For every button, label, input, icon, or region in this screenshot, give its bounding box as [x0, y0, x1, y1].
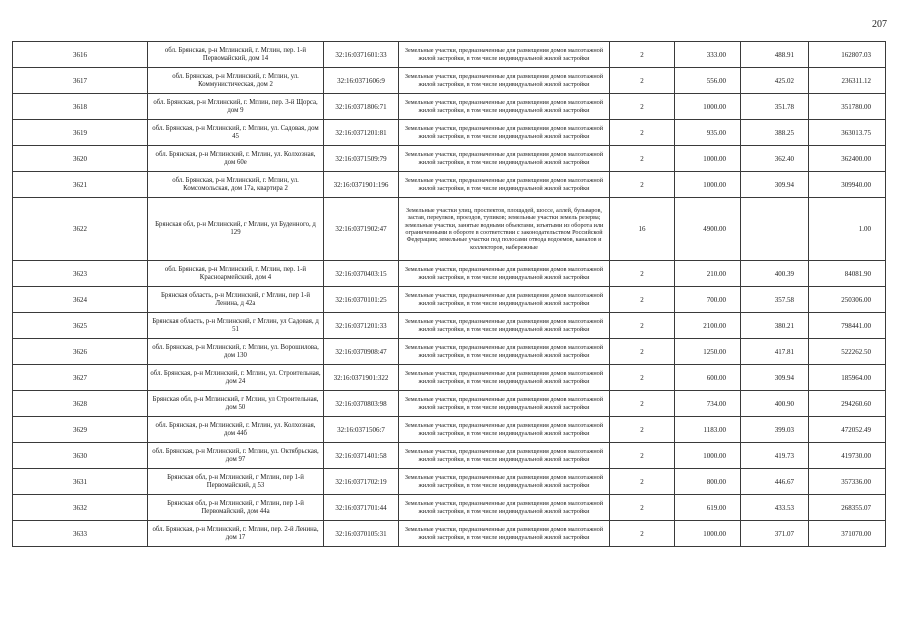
- specific-value-cell: 309.94: [741, 365, 809, 391]
- area-cell: 556.00: [675, 68, 741, 94]
- cadastral-number-cell: 32:16:0371701:44: [324, 495, 399, 521]
- address-cell: обл. Брянская, р-н Мглинский, г. Мглин, ул. Строительная, дом 24: [148, 365, 324, 391]
- area-cell: 619.00: [675, 495, 741, 521]
- specific-value-cell: 362.40: [741, 146, 809, 172]
- area-cell: 1000.00: [675, 172, 741, 198]
- cadastral-number-cell: 32:16:0371201:81: [324, 120, 399, 146]
- area-cell: 734.00: [675, 391, 741, 417]
- land-use-cell: Земельные участки, предназначенные для размещения домов малоэтажной жилой застройки, в том числе индивидуальной жилой застройки: [399, 172, 610, 198]
- row-number: 3626: [13, 339, 148, 365]
- row-number: 3632: [13, 495, 148, 521]
- group-cell: 2: [610, 172, 675, 198]
- cadastral-number-cell: 32:16:0371201:33: [324, 313, 399, 339]
- row-number: 3630: [13, 443, 148, 469]
- cadastral-value-cell: 1.00: [809, 198, 886, 261]
- cadastral-number-cell: 32:16:0370105:31: [324, 521, 399, 547]
- cadastral-number-cell: 32:16:0371601:33: [324, 42, 399, 68]
- cadastral-value-cell: 236311.12: [809, 68, 886, 94]
- area-cell: 210.00: [675, 261, 741, 287]
- row-number: 3633: [13, 521, 148, 547]
- row-number: 3616: [13, 42, 148, 68]
- row-number: 3617: [13, 68, 148, 94]
- cadastral-value-cell: 351780.00: [809, 94, 886, 120]
- row-number: 3628: [13, 391, 148, 417]
- group-cell: 2: [610, 42, 675, 68]
- table-row: [13, 172, 886, 198]
- address-cell: Брянская обл, р-н Мглинский, г Мглин, пер 1-й Первомайский, д 53: [148, 469, 324, 495]
- land-use-cell: Земельные участки, предназначенные для размещения домов малоэтажной жилой застройки, в том числе индивидуальной жилой застройки: [399, 94, 610, 120]
- cadastral-number-cell: 32:16:0371901:322: [324, 365, 399, 391]
- specific-value-cell: 400.90: [741, 391, 809, 417]
- cadastral-value-cell: 309940.00: [809, 172, 886, 198]
- row-number: 3623: [13, 261, 148, 287]
- address-cell: Брянская область, р-н Мглинский, г Мглин, ул Садовая, д 51: [148, 313, 324, 339]
- table-row: [13, 68, 886, 94]
- address-cell: обл. Брянская, р-н Мглинский, г. Мглин, ул. Колхозная, дом 60е: [148, 146, 324, 172]
- area-cell: 700.00: [675, 287, 741, 313]
- area-cell: 1000.00: [675, 443, 741, 469]
- land-use-cell: Земельные участки, предназначенные для размещения домов малоэтажной жилой застройки, в том числе индивидуальной жилой застройки: [399, 469, 610, 495]
- cadastral-number-cell: 32:16:0370803:98: [324, 391, 399, 417]
- table-row: [13, 521, 886, 547]
- row-number: 3627: [13, 365, 148, 391]
- table-row: [13, 495, 886, 521]
- land-use-cell: Земельные участки, предназначенные для размещения домов малоэтажной жилой застройки, в том числе индивидуальной жилой застройки: [399, 365, 610, 391]
- address-cell: обл. Брянская, р-н Мглинский, г. Мглин, пер. 1-й Первомайский, дом 14: [148, 42, 324, 68]
- cadastral-number-cell: 32:16:0371806:71: [324, 94, 399, 120]
- address-cell: обл. Брянская, р-н Мглинский, г. Мглин, пер. 2-й Ленина, дом 17: [148, 521, 324, 547]
- table-row: [13, 120, 886, 146]
- specific-value-cell: 433.53: [741, 495, 809, 521]
- table-row: [13, 146, 886, 172]
- land-use-cell: Земельные участки, предназначенные для размещения домов малоэтажной жилой застройки, в том числе индивидуальной жилой застройки: [399, 495, 610, 521]
- cadastral-number-cell: 32:16:0370908:47: [324, 339, 399, 365]
- specific-value-cell: 309.94: [741, 172, 809, 198]
- group-cell: 2: [610, 120, 675, 146]
- group-cell: 2: [610, 146, 675, 172]
- group-cell: 2: [610, 94, 675, 120]
- cadastral-value-cell: 162807.03: [809, 42, 886, 68]
- address-cell: обл. Брянская, р-н Мглинский, г. Мглин, ул. Октябрьская, дом 97: [148, 443, 324, 469]
- row-number: 3621: [13, 172, 148, 198]
- land-use-cell: Земельные участки, предназначенные для размещения домов малоэтажной жилой застройки, в том числе индивидуальной жилой застройки: [399, 313, 610, 339]
- cadastral-value-cell: 472052.49: [809, 417, 886, 443]
- land-use-cell: Земельные участки, предназначенные для размещения домов малоэтажной жилой застройки, в том числе индивидуальной жилой застройки: [399, 120, 610, 146]
- land-use-cell: Земельные участки, предназначенные для размещения домов малоэтажной жилой застройки, в том числе индивидуальной жилой застройки: [399, 391, 610, 417]
- group-cell: 2: [610, 469, 675, 495]
- cadastral-number-cell: 32:16:0371509:79: [324, 146, 399, 172]
- cadastral-value-cell: 357336.00: [809, 469, 886, 495]
- specific-value-cell: 488.91: [741, 42, 809, 68]
- table-row: [13, 313, 886, 339]
- cadastral-value-cell: 250306.00: [809, 287, 886, 313]
- cadastral-number-cell: 32:16:0371901:196: [324, 172, 399, 198]
- cadastral-value-cell: 294260.60: [809, 391, 886, 417]
- address-cell: обл. Брянская, р-н Мглинский, г. Мглин, ул. Коммунистическая, дом 2: [148, 68, 324, 94]
- table-body: [13, 42, 886, 547]
- area-cell: 1000.00: [675, 521, 741, 547]
- land-use-cell: Земельные участки, предназначенные для размещения домов малоэтажной жилой застройки, в том числе индивидуальной жилой застройки: [399, 443, 610, 469]
- table-row: [13, 261, 886, 287]
- table-row: [13, 443, 886, 469]
- land-use-cell: Земельные участки, предназначенные для размещения домов малоэтажной жилой застройки, в том числе индивидуальной жилой застройки: [399, 146, 610, 172]
- address-cell: Брянская обл, р-н Мглинский, г Мглин, ул Буденного, д 129: [148, 198, 324, 261]
- specific-value-cell: 388.25: [741, 120, 809, 146]
- area-cell: 600.00: [675, 365, 741, 391]
- land-use-cell: Земельные участки улиц, проспектов, площадей, шоссе, аллей, бульваров, застав, переулков, проездов, тупиков; земельные участки земель резерва; земельные участки, занятые водными объектами, изъятыми из оборота или ограниченными в обороте в соответствии с законодательством Российской Федерации; земельные участки под полосами отвода водоемов, каналов и коллекторов, набережные: [399, 198, 610, 261]
- group-cell: 2: [610, 495, 675, 521]
- address-cell: обл. Брянская, р-н Мглинский, г. Мглин, ул. Колхозная, дом 44б: [148, 417, 324, 443]
- cadastral-value-cell: 185964.00: [809, 365, 886, 391]
- specific-value-cell: [741, 198, 809, 261]
- cadastral-number-cell: 32:16:0371506:7: [324, 417, 399, 443]
- table-row: [13, 339, 886, 365]
- page-number: 207: [872, 19, 887, 30]
- cadastral-number-cell: 32:16:0370403:15: [324, 261, 399, 287]
- group-cell: 2: [610, 313, 675, 339]
- area-cell: 1000.00: [675, 94, 741, 120]
- address-cell: Брянская область, р-н Мглинский, г Мглин, пер 1-й Ленина, д 42а: [148, 287, 324, 313]
- cadastral-value-cell: 268355.07: [809, 495, 886, 521]
- land-use-cell: Земельные участки, предназначенные для размещения домов малоэтажной жилой застройки, в том числе индивидуальной жилой застройки: [399, 339, 610, 365]
- land-use-cell: Земельные участки, предназначенные для размещения домов малоэтажной жилой застройки, в том числе индивидуальной жилой застройки: [399, 417, 610, 443]
- cadastral-number-cell: 32:16:0370101:25: [324, 287, 399, 313]
- cadastral-number-cell: 32:16:0371401:58: [324, 443, 399, 469]
- area-cell: 935.00: [675, 120, 741, 146]
- address-cell: Брянская обл, р-н Мглинский, г Мглин, пер 1-й Первомайский, дом 44а: [148, 495, 324, 521]
- group-cell: 2: [610, 339, 675, 365]
- table-row: [13, 287, 886, 313]
- table-row: [13, 198, 886, 261]
- group-cell: 2: [610, 391, 675, 417]
- land-use-cell: Земельные участки, предназначенные для размещения домов малоэтажной жилой застройки, в том числе индивидуальной жилой застройки: [399, 261, 610, 287]
- area-cell: 2100.00: [675, 313, 741, 339]
- table-row: [13, 94, 886, 120]
- row-number: 3631: [13, 469, 148, 495]
- group-cell: 2: [610, 417, 675, 443]
- specific-value-cell: 425.02: [741, 68, 809, 94]
- row-number: 3629: [13, 417, 148, 443]
- cadastral-value-cell: 363013.75: [809, 120, 886, 146]
- table-row: [13, 417, 886, 443]
- row-number: 3622: [13, 198, 148, 261]
- table-row: [13, 391, 886, 417]
- table-row: [13, 365, 886, 391]
- row-number: 3618: [13, 94, 148, 120]
- group-cell: 2: [610, 365, 675, 391]
- address-cell: обл. Брянская, р-н Мглинский, г. Мглин, ул. Ворошилова, дом 130: [148, 339, 324, 365]
- row-number: 3620: [13, 146, 148, 172]
- land-use-cell: Земельные участки, предназначенные для размещения домов малоэтажной жилой застройки, в том числе индивидуальной жилой застройки: [399, 287, 610, 313]
- specific-value-cell: 351.78: [741, 94, 809, 120]
- group-cell: 2: [610, 443, 675, 469]
- specific-value-cell: 446.67: [741, 469, 809, 495]
- group-cell: 16: [610, 198, 675, 261]
- area-cell: 1000.00: [675, 146, 741, 172]
- specific-value-cell: 399.03: [741, 417, 809, 443]
- area-cell: 1183.00: [675, 417, 741, 443]
- cadastral-number-cell: 32:16:0371902:47: [324, 198, 399, 261]
- cadastral-value-cell: 362400.00: [809, 146, 886, 172]
- group-cell: 2: [610, 287, 675, 313]
- address-cell: Брянская обл, р-н Мглинский, г Мглин, ул Строительная, дом 50: [148, 391, 324, 417]
- cadastral-value-cell: 522262.50: [809, 339, 886, 365]
- group-cell: 2: [610, 521, 675, 547]
- specific-value-cell: 419.73: [741, 443, 809, 469]
- table-row: [13, 469, 886, 495]
- specific-value-cell: 400.39: [741, 261, 809, 287]
- land-use-cell: Земельные участки, предназначенные для размещения домов малоэтажной жилой застройки, в том числе индивидуальной жилой застройки: [399, 521, 610, 547]
- cadastral-value-cell: 419730.00: [809, 443, 886, 469]
- area-cell: 333.00: [675, 42, 741, 68]
- cadastral-value-table: [12, 41, 886, 547]
- row-number: 3624: [13, 287, 148, 313]
- area-cell: 4900.00: [675, 198, 741, 261]
- land-use-cell: Земельные участки, предназначенные для размещения домов малоэтажной жилой застройки, в том числе индивидуальной жилой застройки: [399, 42, 610, 68]
- specific-value-cell: 380.21: [741, 313, 809, 339]
- cadastral-value-cell: 84081.90: [809, 261, 886, 287]
- address-cell: обл. Брянская, р-н Мглинский, г. Мглин, ул. Комсомольская, дом 17а, квартира 2: [148, 172, 324, 198]
- address-cell: обл. Брянская, р-н Мглинский, г. Мглин, пер. 3-й Щорса, дом 9: [148, 94, 324, 120]
- cadastral-value-cell: 798441.00: [809, 313, 886, 339]
- cadastral-number-cell: 32:16:0371702:19: [324, 469, 399, 495]
- land-use-cell: Земельные участки, предназначенные для размещения домов малоэтажной жилой застройки, в том числе индивидуальной жилой застройки: [399, 68, 610, 94]
- group-cell: 2: [610, 68, 675, 94]
- area-cell: 1250.00: [675, 339, 741, 365]
- specific-value-cell: 357.58: [741, 287, 809, 313]
- table-row: [13, 42, 886, 68]
- address-cell: обл. Брянская, р-н Мглинский, г. Мглин, ул. Садовая, дом 45: [148, 120, 324, 146]
- area-cell: 800.00: [675, 469, 741, 495]
- address-cell: обл. Брянская, р-н Мглинский, г. Мглин, пер. 1-й Красноармейский, дом 4: [148, 261, 324, 287]
- cadastral-value-cell: 371070.00: [809, 521, 886, 547]
- group-cell: 2: [610, 261, 675, 287]
- row-number: 3625: [13, 313, 148, 339]
- cadastral-number-cell: 32:16:0371606:9: [324, 68, 399, 94]
- row-number: 3619: [13, 120, 148, 146]
- specific-value-cell: 371.07: [741, 521, 809, 547]
- specific-value-cell: 417.81: [741, 339, 809, 365]
